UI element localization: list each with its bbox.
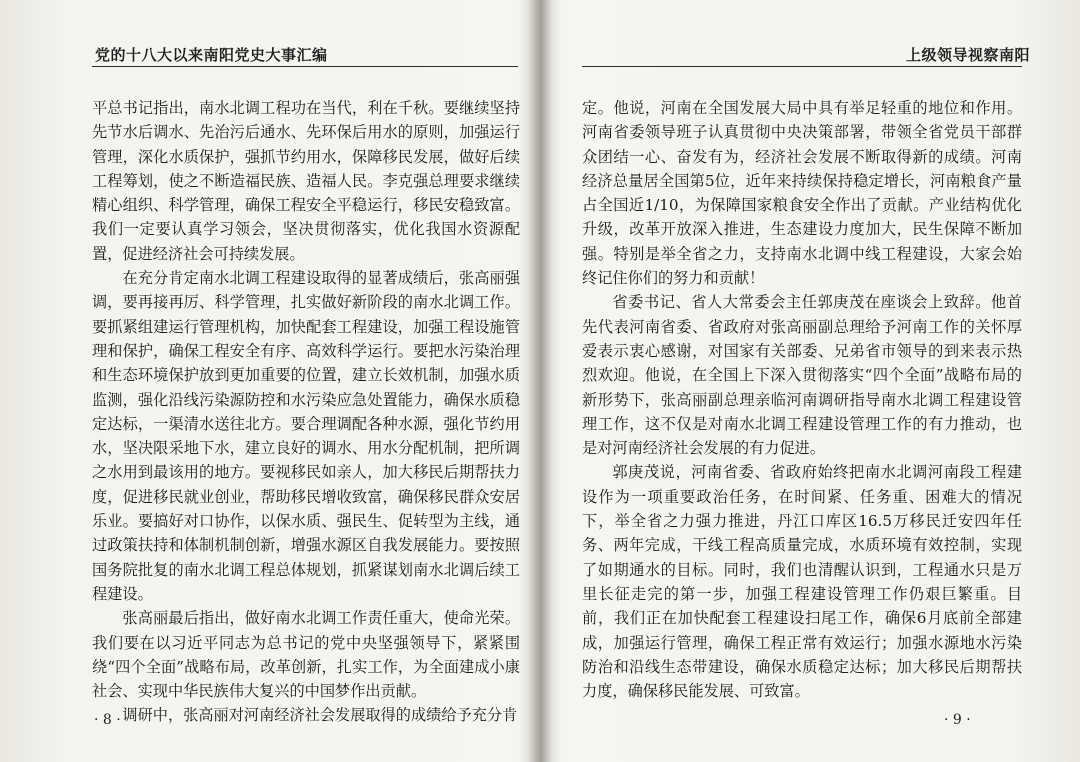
right-body-text <box>582 96 1022 703</box>
right-paragraph-3: 郭庚茂说，河南省委、省政府始终把南水北调河南段工程建设作为一项重要政治任务，在时间紧、任务重、困难大的情况下，举全省之力强力推进，丹江口库区16.5万移民迁安四年任务、两年完成，干线工程高质量完成，水质环境有效控制，实现了如期通水的目标。同时，我们也清醒认识到，工程通水只是万里长征走完的第一步，加强工程建设管理工作仍艰巨繁重。目前，我们正在加快配套工程建设扫尾工作，确保6月底前全部建成，加强运行管理，确保工程正常有效运行；加强水源地水污染防治和沿线生态带建设，确保水质稳定达标；加大移民后期帮扶力度，确保移民能发展、可致富。 <box>582 463 1022 701</box>
left-paragraph-4: 调研中，张高丽对河南经济社会发展取得的成绩给予充分肯 <box>122 706 518 725</box>
right-header-rule <box>582 66 1022 67</box>
left-page <box>0 0 536 762</box>
left-paragraph-3: 张高丽最后指出，做好南水北调工作责任重大，使命光荣。我们要在以习近平同志为总书记的党中央坚强领导下，紧紧围绕“四个全面”战略布局，改革创新，扎实工作，为全面建成小康社会、实现中华民族伟大复兴的中国梦作出贡献。 <box>92 609 520 701</box>
right-running-head: 上级领导视察南阳 <box>905 46 1030 64</box>
left-paragraph-1: 平总书记指出，南水北调工程功在当代，利在千秋。要继续坚持先节水后调水、先治污后通水、先环保后用水的原则，加强运行管理，深化水质保护，强抓节约用水，保障移民发展，做好后续工程筹划，使之不断造福民族、造福人民。李克强总理要求继续精心组织、科学管理，确保工程安全平稳运行，移民安稳致富。我们一定要认真学习领会，坚决贯彻落实，优化我国水资源配置，促进经济社会可持续发展。 <box>92 99 520 263</box>
right-page-number: · 9 · <box>944 712 971 728</box>
right-paragraph-2: 省委书记、省人大常委会主任郭庚茂在座谈会上致辞。他首先代表河南省委、省政府对张高丽副总理给予河南工作的关怀厚爱表示衷心感谢，对国家有关部委、兄弟省市领导的到来表示热烈欢迎。他说，在全国上下深入贯彻落实“四个全面”战略布局的新形势下，张高丽副总理亲临河南调研指导南水北调工程建设管理工作，这不仅是对南水北调工程建设管理工作的有力推动，也是对河南经济社会发展的有力促进。 <box>582 293 1022 458</box>
right-paragraph-1: 定。他说，河南在全国发展大局中具有举足轻重的地位和作用。河南省委领导班子认真贯彻中央决策部署，带领全省党员干部群众团结一心、奋发有为，经济社会发展不断取得新的成绩。河南经济总量居全国第5位，近年来持续保持稳定增长，河南粮食产量占全国近1/10，为保障国家粮食安全作出了贡献。产业结构优化升级，改革开放深入推进，生态建设力度加大，民生保障不断加强。特别是举全省之力，支持南水北调中线工程建设，大家会始终记住你们的努力和贡献！ <box>582 99 1022 288</box>
left-running-head: 党的十八大以来南阳党史大事汇编 <box>95 46 328 64</box>
left-header-rule <box>92 66 518 67</box>
right-page <box>544 0 1080 762</box>
left-body-text <box>92 96 520 728</box>
left-paragraph-2: 在充分肯定南水北调工程建设取得的显著成绩后，张高丽强调，要再接再厉、科学管理，扎实做好新阶段的南水北调工作。要抓紧组建运行管理机构，加快配套工程建设，加强工程设施管理和保护，确保工程安全有序、高效科学运行。要把水污染治理和生态环境保护放到更加重要的位置，建立长效机制，加强水质监测，强化沿线污染源防控和水污染应急处置能力，确保水质稳定达标，一渠清水送往北方。要合理调配各种水源，强化节约用水，坚决限采地下水，建立良好的调水、用水分配机制，把所调之水用到最该用的地方。要视移民如亲人，加大移民后期帮扶力度，促进移民就业创业，帮助移民增收致富，确保移民群众安居乐业。要搞好对口协作，以保水质、强民生、促转型为主线，通过政策扶持和体制机制创新，增强水源区自我发展能力。要按照国务院批复的南水北调工程总体规划，抓紧谋划南水北调后续工程建设。 <box>92 269 520 603</box>
left-page-number: · 8 · <box>94 712 121 728</box>
